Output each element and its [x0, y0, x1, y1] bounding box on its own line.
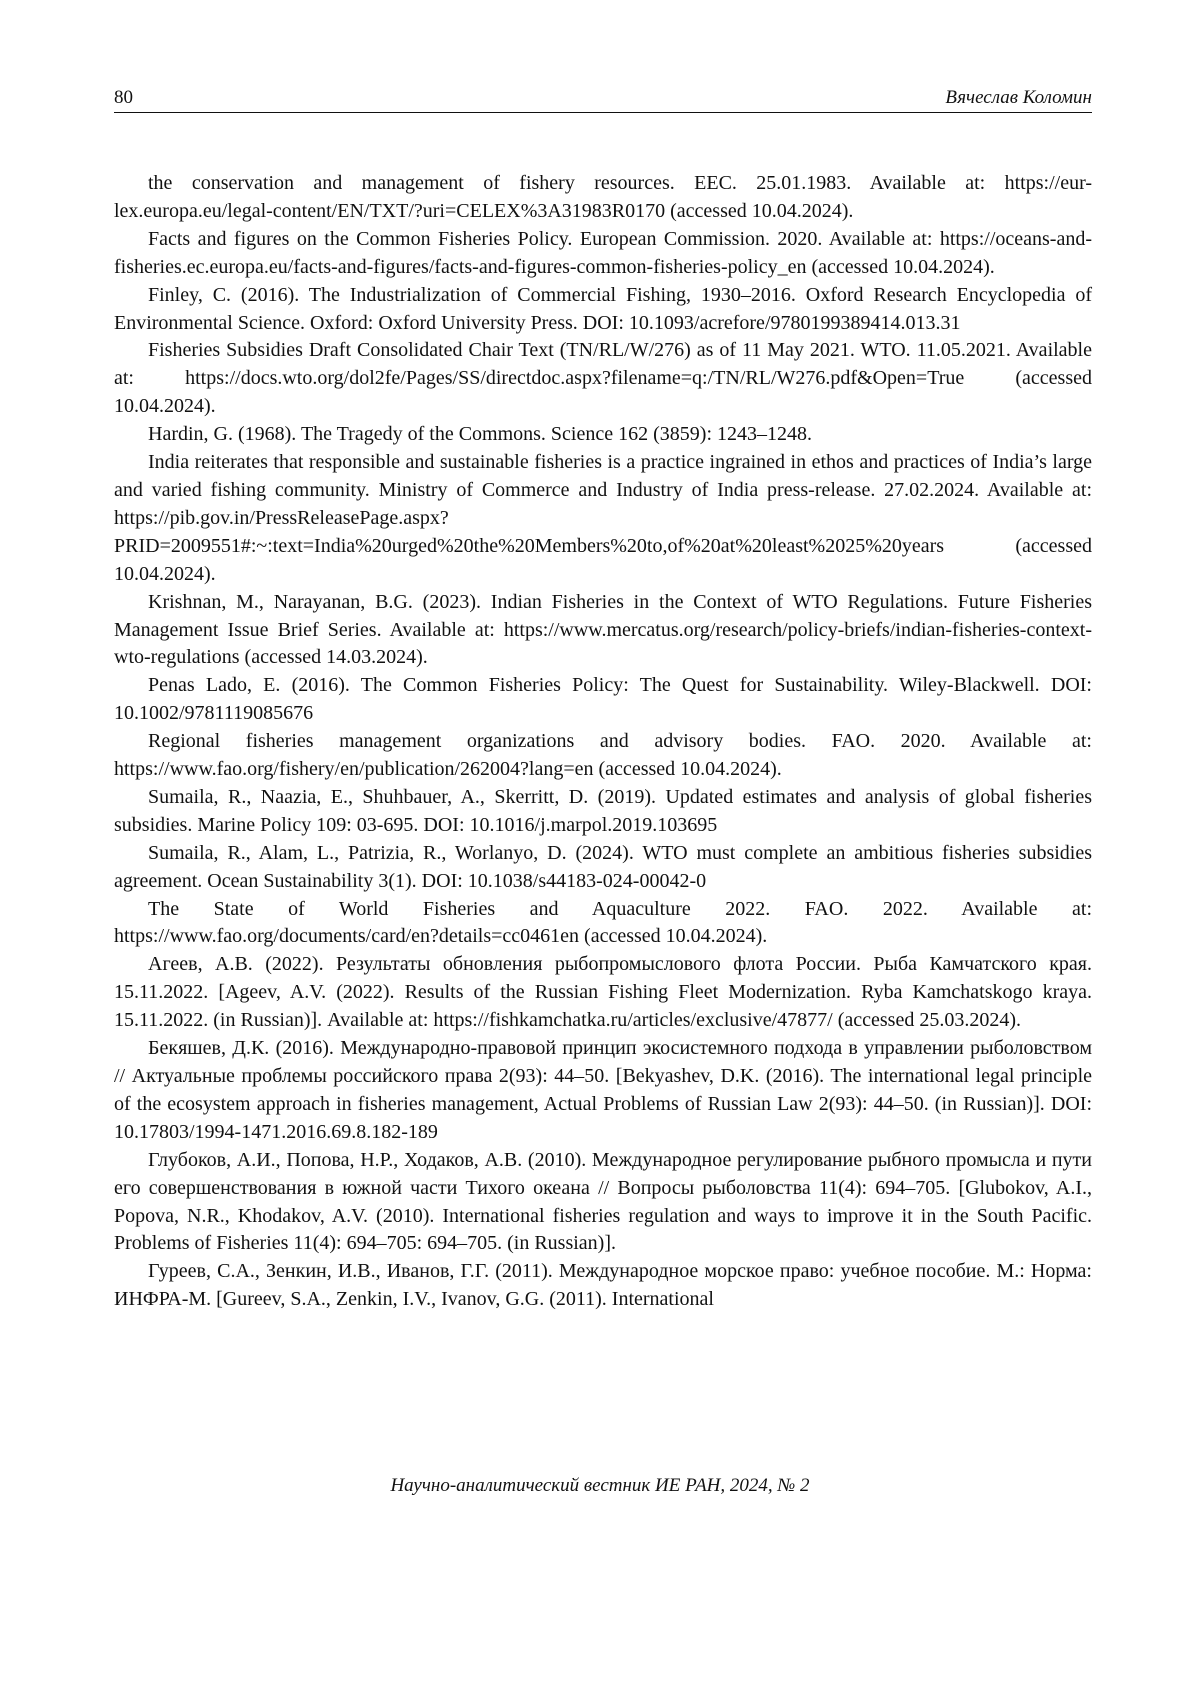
- reference-entry: Гуреев, С.А., Зенкин, И.В., Иванов, Г.Г. (2011). Международное морское право: учебное пособие. М.: Норма: ИНФРА-М. [Gureev, S.A., Zenkin, I.V., Ivanov, G.G. (2011). International: [114, 1260, 1092, 1311]
- reference-entry: Hardin, G. (1968). The Tragedy of the Commons. Science 162 (3859): 1243–1248.: [148, 423, 812, 446]
- reference-entry: India reiterates that responsible and sustainable fisheries is a practice ingrained in ethos and practices of India’s large and varied fishing community. Ministry of Commerce and Industry of India press-release. 27.02.2024. Available at: https://pib.gov.in/PressReleasePage.aspx?PRID=2009551#:~:text=India%20urged%20the%20Members%20to,of%20at%20least%2025%20years (accessed 10.04.2024).: [114, 451, 1092, 585]
- reference-entry: the conservation and management of fishery resources. EEC. 25.01.1983. Available at: https://eur-lex.europa.eu/legal-content/EN/TXT/?uri=CELEX%3A31983R0170 (accessed 10.04.2024).: [114, 172, 1092, 222]
- reference-entry: Sumaila, R., Alam, L., Patrizia, R., Worlanyo, D. (2024). WTO must complete an ambitious fisheries subsidies agreement. Ocean Sustainability 3(1). DOI: 10.1038/s44183-024-00042-0: [114, 841, 1092, 892]
- reference-entry: Krishnan, M., Narayanan, B.G. (2023). Indian Fisheries in the Context of WTO Regulations. Future Fisheries Management Issue Brief Series. Available at: https://www.mercatus.org/research/policy-briefs/indian-fisheries-context-wto-regulations (accessed 14.03.2024).: [114, 590, 1092, 669]
- reference-entry: Sumaila, R., Naazia, E., Shuhbauer, A., Skerritt, D. (2019). Updated estimates and analysis of global fisheries subsidies. Marine Policy 109: 03-695. DOI: 10.1016/j.marpol.2019.103695: [114, 785, 1092, 836]
- running-header-author: Вячеслав Коломин: [945, 87, 1092, 108]
- reference-entry: Penas Lado, E. (2016). The Common Fisheries Policy: The Quest for Sustainability. Wiley-Blackwell. DOI: 10.1002/9781119085676: [114, 674, 1092, 725]
- page-number: 80: [114, 87, 133, 108]
- reference-entry: Facts and figures on the Common Fisheries Policy. European Commission. 2020. Available at: https://oceans-and-fisheries.ec.europa.eu/facts-and-figures/facts-and-figures-common-fisheries-policy_en (accessed 10.04.2024).: [114, 227, 1092, 278]
- reference-list: [114, 170, 1092, 1314]
- reference-entry: Глубоков, А.И., Попова, Н.Р., Ходаков, А.В. (2010). Международное регулирование рыбного промысла и пути его совершенствования в южной части Тихого океана // Вопросы рыболовства 11(4): 694–705. [Glubokov, A.I., Popova, N.R., Khodakov, A.V. (2010). International fisheries regulation and ways to improve it in the South Pacific. Problems of Fisheries 11(4): 694–705: 694–705. (in Russian)].: [114, 1148, 1092, 1255]
- running-footer-journal: Научно-аналитический вестник ИЕ РАН, 2024, № 2: [390, 1475, 810, 1496]
- reference-entry: Finley, C. (2016). The Industrialization of Commercial Fishing, 1930–2016. Oxford Research Encyclopedia of Environmental Science. Oxford: Oxford University Press. DOI: 10.1093/acrefore/9780199389414.013.31: [114, 283, 1092, 334]
- running-header: [114, 84, 1092, 113]
- reference-entry: Fisheries Subsidies Draft Consolidated Chair Text (TN/RL/W/276) as of 11 May 2021. WTO. 11.05.2021. Available at: https://docs.wto.org/dol2fe/Pages/SS/directdoc.aspx?filename=q:/TN/RL/W276.pdf&Open=True (accessed 10.04.2024).: [114, 339, 1092, 418]
- reference-entry: Бекяшев, Д.К. (2016). Международно-правовой принцип экосистемного подхода в управлении рыболовством // Актуальные проблемы российского права 2(93): 44–50. [Bekyashev, D.K. (2016). The international legal principle of the ecosystem approach in fisheries management, Actual Problems of Russian Law 2(93): 44–50. (in Russian)]. DOI: 10.17803/1994-1471.2016.69.8.182-189: [114, 1037, 1092, 1143]
- reference-entry: The State of World Fisheries and Aquaculture 2022. FAO. 2022. Available at: https://www.fao.org/documents/card/en?details=cc0461en (accessed 10.04.2024).: [114, 897, 1092, 948]
- reference-entry: Агеев, А.В. (2022). Результаты обновления рыбопромыслового флота России. Рыба Камчатского края. 15.11.2022. [Ageev, A.V. (2022). Results of the Russian Fishing Fleet Modernization. Ryba Kamchatskogo kraya. 15.11.2022. (in Russian)]. Available at: https://fishkamchatka.ru/articles/exclusive/47877/ (accessed 25.03.2024).: [114, 953, 1092, 1032]
- reference-entry: Regional fisheries management organizations and advisory bodies. FAO. 2020. Available at: https://www.fao.org/fishery/en/publication/262004?lang=en (accessed 10.04.2024).: [114, 730, 1092, 781]
